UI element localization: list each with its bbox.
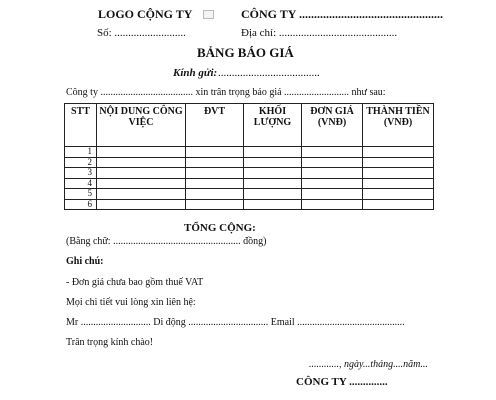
- quantity-cell[interactable]: [244, 199, 302, 210]
- table-row: [65, 199, 434, 210]
- price-cell[interactable]: [302, 189, 363, 200]
- unit-cell[interactable]: [186, 157, 244, 168]
- price-cell[interactable]: [302, 168, 363, 179]
- price-cell[interactable]: [302, 157, 363, 168]
- price-cell[interactable]: [302, 147, 363, 158]
- content-cell[interactable]: [97, 199, 186, 210]
- row-number: 2: [65, 157, 97, 168]
- table-row: [65, 168, 434, 179]
- column-header-amount: THÀNH TIỀN (VNĐ): [363, 104, 434, 147]
- content-cell[interactable]: [97, 157, 186, 168]
- content-cell[interactable]: [97, 189, 186, 200]
- signature-company: CÔNG TY ..............: [296, 376, 388, 388]
- price-cell[interactable]: [302, 199, 363, 210]
- document-number: Số: ..........................: [97, 27, 186, 39]
- table-row: [65, 147, 434, 158]
- closing-greeting: Trân trọng kính chào!: [66, 337, 154, 348]
- table-row: [65, 189, 434, 200]
- page-title: BẢNG BÁO GIÁ: [197, 45, 294, 60]
- intro-line: Công ty ..................................... xin trân trọng báo giá .......................... như sau:: [66, 87, 386, 98]
- table-row: [65, 157, 434, 168]
- amount-cell[interactable]: [363, 199, 434, 210]
- row-number: 4: [65, 178, 97, 189]
- notes-title: Ghi chú:: [66, 256, 104, 267]
- row-number: 5: [65, 189, 97, 200]
- contact-intro: Mọi chi tiết vui lòng xin liên hệ:: [66, 297, 196, 308]
- company-name-label: CÔNG TY ................................................: [241, 7, 444, 21]
- column-header-quantity: KHỐI LƯỢNG: [244, 104, 302, 147]
- unit-cell[interactable]: [186, 168, 244, 179]
- row-number: 1: [65, 147, 97, 158]
- table-header-row: [65, 104, 434, 147]
- unit-cell[interactable]: [186, 189, 244, 200]
- quantity-cell[interactable]: [244, 168, 302, 179]
- amount-cell[interactable]: [363, 147, 434, 158]
- recipient-label: Kính gửi:: [173, 67, 218, 79]
- recipient-dots: .....................................: [218, 67, 320, 79]
- quantity-cell[interactable]: [244, 147, 302, 158]
- amount-cell[interactable]: [363, 168, 434, 179]
- quotation-table: [64, 103, 434, 210]
- table-row: [65, 178, 434, 189]
- content-cell[interactable]: [97, 147, 186, 158]
- row-number: 3: [65, 168, 97, 179]
- content-cell[interactable]: [97, 178, 186, 189]
- unit-cell[interactable]: [186, 147, 244, 158]
- column-header-unit-price: ĐƠN GIÁ (VNĐ): [302, 104, 363, 147]
- row-number: 6: [65, 199, 97, 210]
- contact-line: Mr ............................ Di động ................................ Email ...........................................: [66, 317, 405, 328]
- company-address: Địa chỉ: ...........................................: [241, 27, 398, 39]
- unit-cell[interactable]: [186, 178, 244, 189]
- unit-cell[interactable]: [186, 199, 244, 210]
- column-header-stt: STT: [65, 104, 97, 147]
- column-header-unit: ĐVT: [186, 104, 244, 147]
- signature-date: ............, ngày...tháng....năm...: [309, 359, 428, 370]
- quantity-cell[interactable]: [244, 178, 302, 189]
- quantity-cell[interactable]: [244, 189, 302, 200]
- quantity-cell[interactable]: [244, 157, 302, 168]
- total-label: TỔNG CỘNG:: [184, 222, 256, 234]
- image-placeholder-icon: [203, 10, 214, 19]
- content-cell[interactable]: [97, 168, 186, 179]
- vat-note: - Đơn giá chưa bao gồm thuế VAT: [66, 277, 204, 288]
- column-header-content: NỘI DUNG CÔNG VIỆC: [97, 104, 186, 147]
- amount-cell[interactable]: [363, 157, 434, 168]
- amount-cell[interactable]: [363, 178, 434, 189]
- amount-cell[interactable]: [363, 189, 434, 200]
- price-cell[interactable]: [302, 178, 363, 189]
- amount-in-words: (Bằng chữ: ................................................... đồng): [66, 236, 267, 247]
- logo-label: LOGO CỘNG TY: [98, 7, 193, 21]
